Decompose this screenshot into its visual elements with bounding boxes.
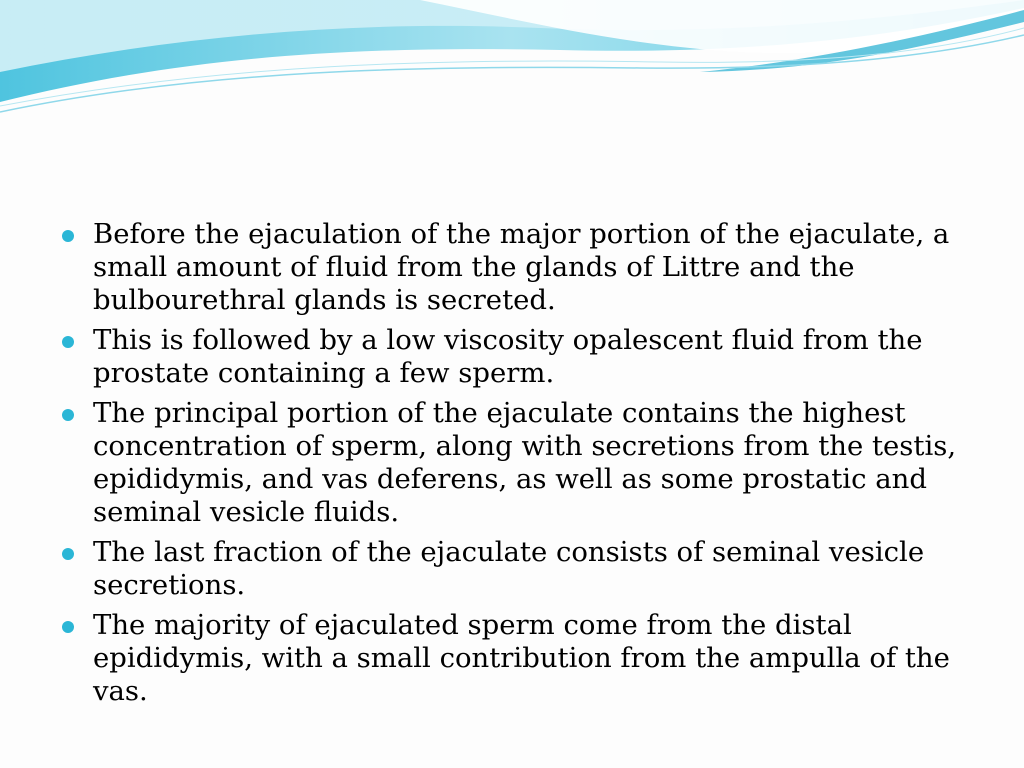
bullet-dot-icon	[62, 621, 74, 633]
bullet-dot-icon	[62, 409, 74, 421]
bullet-text: The principal portion of the ejaculate contains the highest concentration of sperm, along with secretions from the testis, epididymis, and vas deferens, as well as some prostatic and seminal vesicle fluids.	[93, 397, 957, 528]
bullet-dot-icon	[62, 548, 74, 560]
bullet-text: The majority of ejaculated sperm come from the distal epididymis, with a small contribution from the ampulla of the vas.	[93, 609, 950, 707]
bullet-text: The last fraction of the ejaculate consists of seminal vesicle secretions.	[93, 536, 925, 601]
wave-header-decoration	[0, 0, 1024, 130]
bullet-item	[62, 609, 982, 708]
bullet-list	[62, 218, 982, 715]
bullet-dot-icon	[62, 230, 74, 242]
bullet-item	[62, 324, 982, 390]
bullet-dot-icon	[62, 336, 74, 348]
bullet-text: This is followed by a low viscosity opalescent fluid from the prostate containing a few sperm.	[93, 324, 923, 389]
bullet-item	[62, 536, 982, 602]
bullet-item	[62, 218, 982, 317]
bullet-text: Before the ejaculation of the major portion of the ejaculate, a small amount of fluid from the glands of Littre and the bulbourethral glands is secreted.	[93, 218, 950, 316]
bullet-item	[62, 397, 982, 529]
